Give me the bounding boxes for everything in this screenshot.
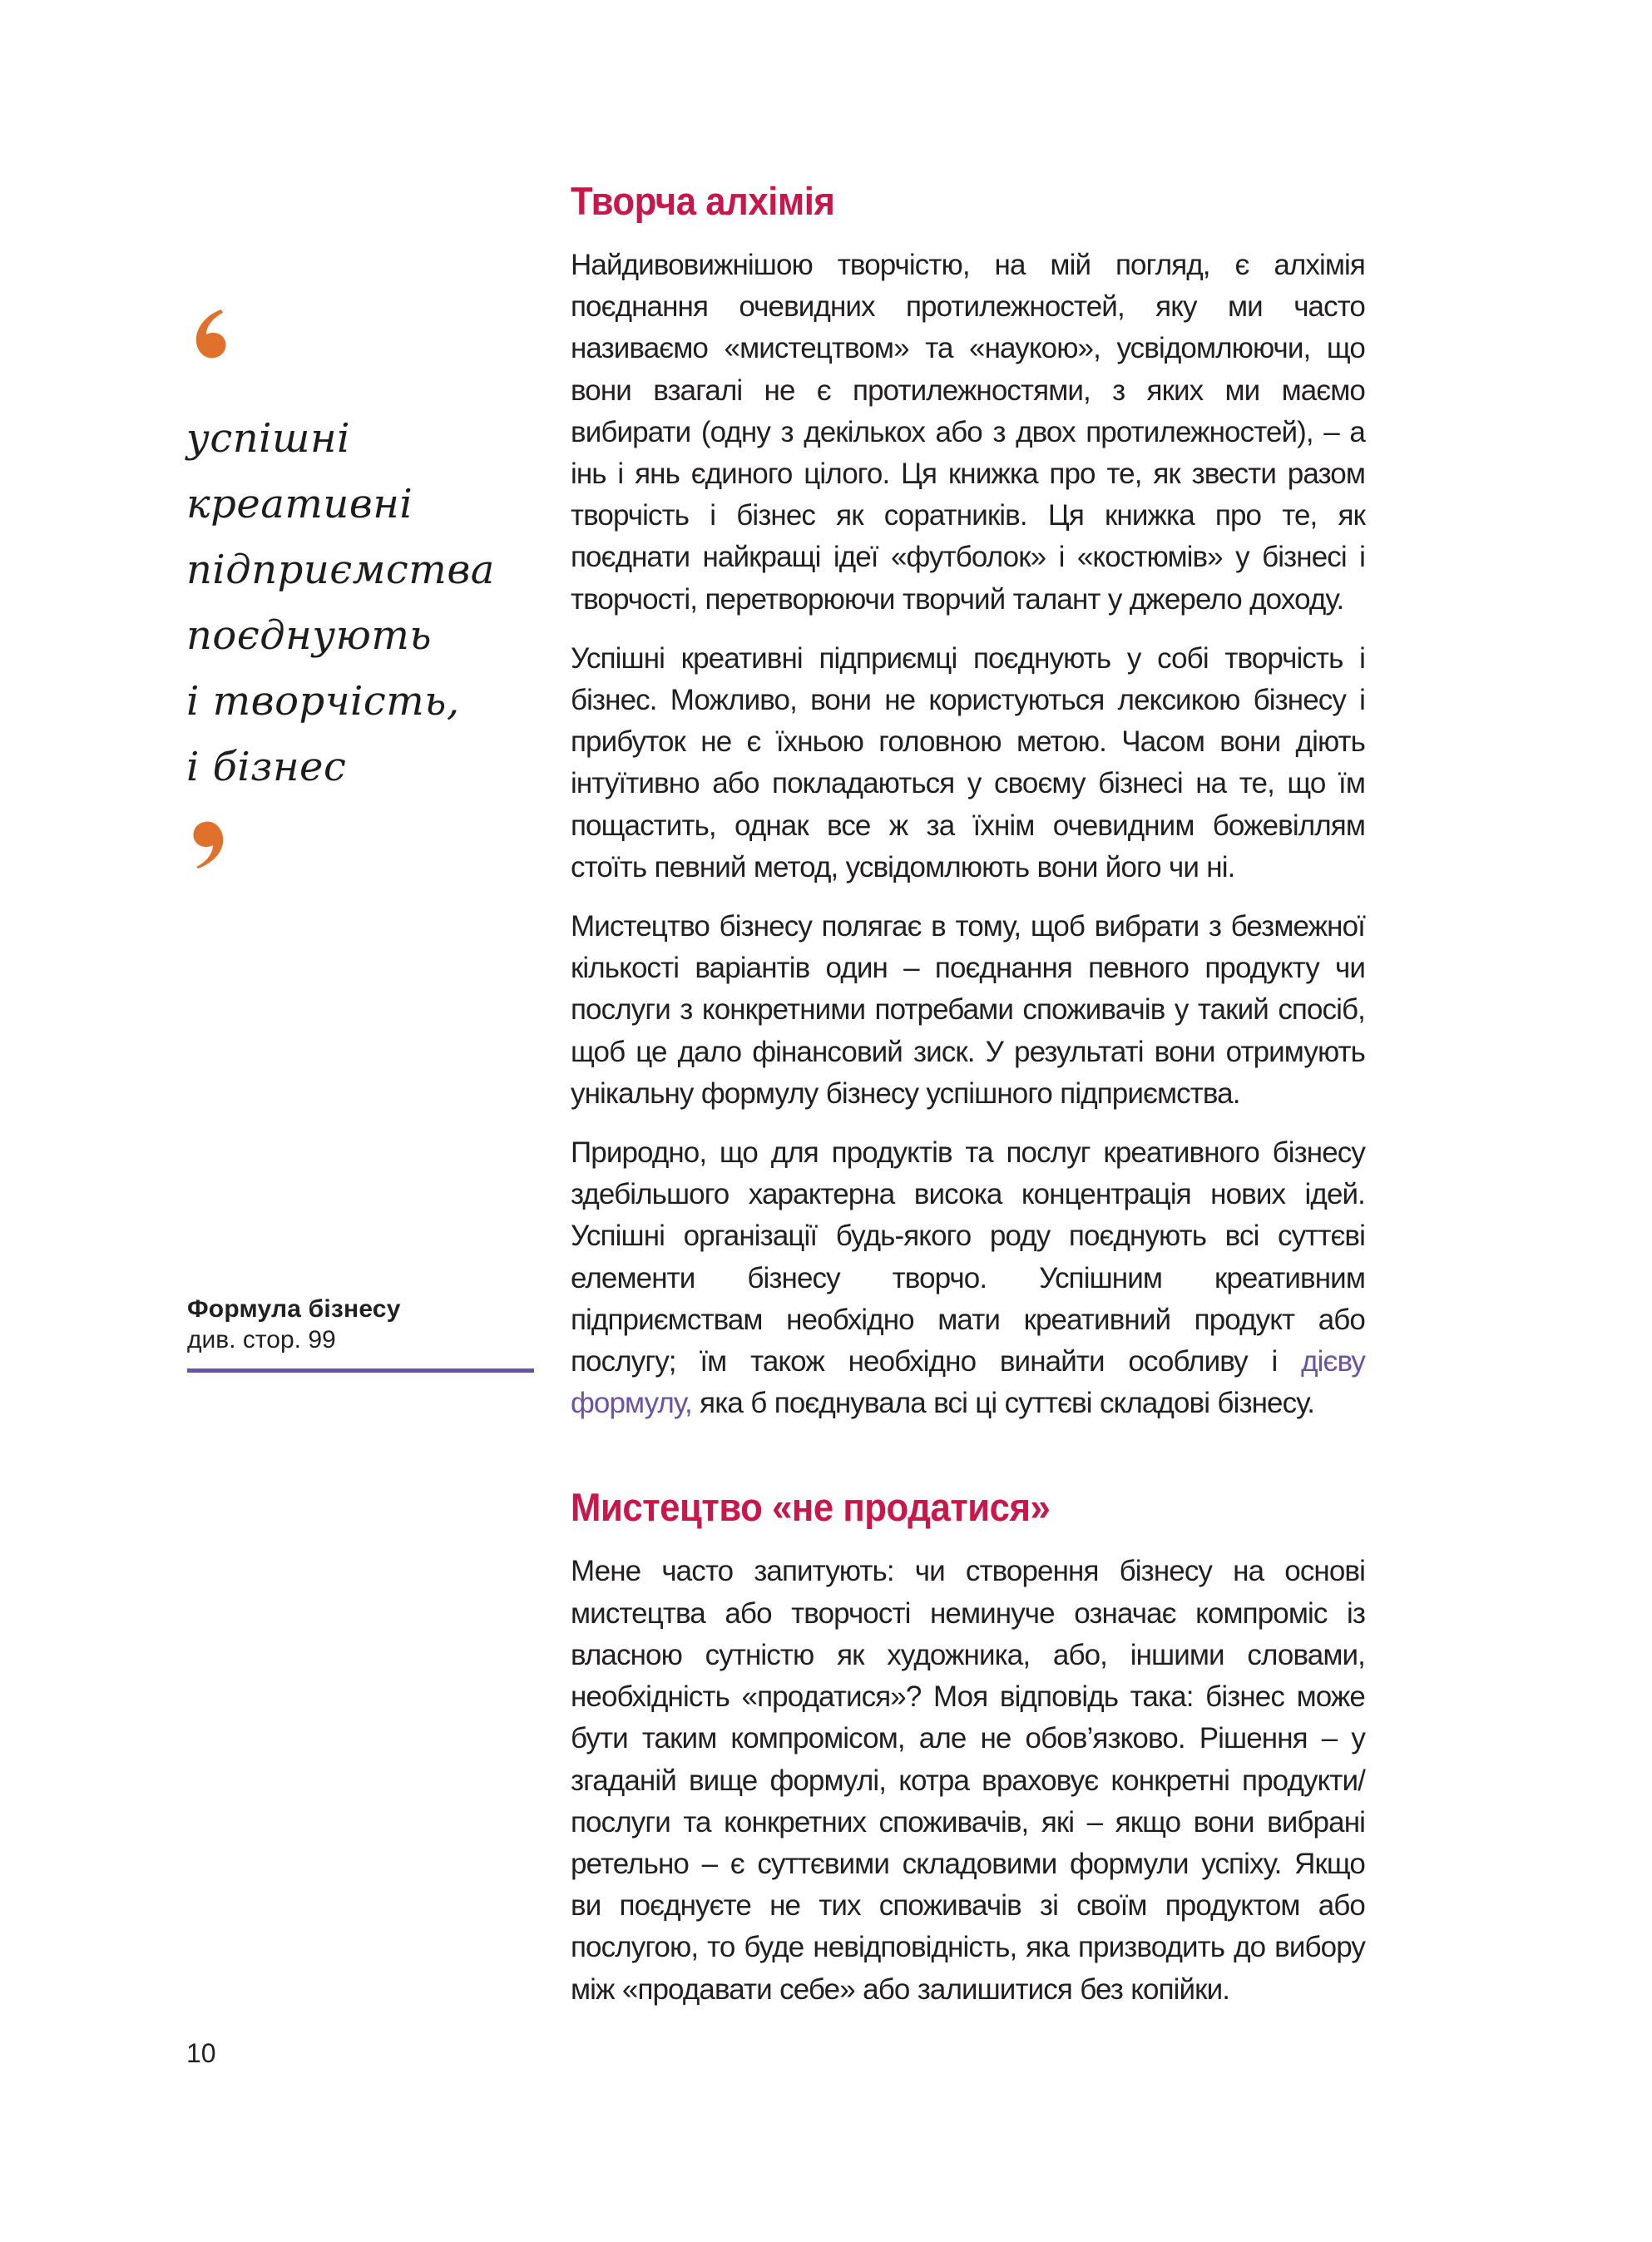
business-formula-link[interactable]: дієву формулу, bbox=[571, 1345, 1365, 1420]
pull-quote-line: і творчість, bbox=[186, 678, 460, 725]
pull-quote-text bbox=[186, 406, 534, 800]
paragraph-text: яка б поєднувала всі ці суттєві складові бізнесу. bbox=[691, 1387, 1315, 1420]
main-content bbox=[571, 176, 1365, 2028]
cross-reference-divider bbox=[187, 1368, 534, 1373]
pull-quote-line: поєднують bbox=[186, 612, 432, 659]
paragraph: Мистецтво бізнесу полягає в тому, щоб вибрати з безмежної кількості варіантів один – поєднання певного продукту чи послуги з конкретними потребами споживачів у такий спосіб, щоб це дало фінансовий зиск. У результаті вони отримують унікальну формулу бізнесу успішного підприємства. bbox=[571, 910, 1365, 1110]
pull-quote-line: успішні bbox=[186, 415, 350, 462]
section-not-selling-out bbox=[571, 1482, 1365, 2010]
cross-reference[interactable] bbox=[187, 1294, 537, 1373]
pull-quote-line: і бізнес bbox=[186, 744, 347, 790]
paragraph-text: Природно, що для продуктів та послуг креативного бізнесу здебільшого характерна висока концентрація нових ідей. Успішні організації будь-якого роду поєднують всі суттєві елементи бізнесу творчо. Успішним креативним підприємствам необхідно мати креативний продукт або послугу; їм також необхідно винайти особливу і bbox=[571, 1136, 1365, 1378]
cross-reference-page: див. стор. 99 bbox=[187, 1326, 336, 1354]
pull-quote-line: креативні bbox=[186, 481, 413, 527]
paragraph: Найдивовижнішою творчістю, на мій погляд, є алхімія поєднання очевидних протилежностей, яку ми часто називаємо «мистецтвом» та «наукою», усвідомлюючи, що вони взагалі не є протилежностями, з яких ми маємо вибирати (одну з декількох або з двох протилежностей), – а інь і янь єдиного цілого. Ця книжка про те, як звести разом творчість і бізнес як соратників. Ця книжка про те, як поєднати найкращі ідеї «футболок» і «костюмів» у бізнесі і творчості, перетворюючи творчий талант у джерело доходу. bbox=[571, 249, 1365, 616]
section-heading: Творча алхімія bbox=[571, 179, 835, 223]
opening-quote-mark-icon bbox=[188, 291, 238, 366]
paragraph: Мене часто запитують: чи створення бізнесу на основі мистецтва або творчості неминуче означає компроміс із власною сутністю як художника, або, іншими словами, необхідність «продатися»? Моя відповідь така: бізнес може бути таким компромісом, але не обов’язково. Рішення – у згаданій вище формулі, котра враховує конкретні продукти/послуги та конкретних споживачів, які – якщо вони вибрані ретельно – є суттєвими складовими формули успіху. Якщо ви поєднуєте не тих споживачів зі своїм продуктом або послугою, то буде невідповідність, яка призводить до вибору між «продавати себе» або залишитися без копійки. bbox=[571, 1555, 1365, 2006]
closing-quote-mark-icon bbox=[185, 820, 235, 895]
cross-reference-title: Формула бізнесу bbox=[187, 1295, 401, 1323]
paragraph bbox=[571, 1132, 1365, 1424]
section-creative-alchemy bbox=[571, 176, 1365, 1424]
pull-quote bbox=[185, 291, 534, 895]
section-heading: Мистецтво «не продатися» bbox=[571, 1485, 1051, 1530]
paragraph: Успішні креативні підприємці поєднують у собі творчість і бізнес. Можливо, вони не користуються лексикою бізнесу і прибуток не є їхньою головною метою. Часом вони діють інтуїтивно або покладаються у своєму бізнесі на те, що їм пощастить, однак все ж за їхнім очевидним божевіллям стоїть певний метод, усвідомлюють вони його чи ні. bbox=[571, 641, 1365, 883]
page-number: 10 bbox=[186, 2038, 216, 2068]
pull-quote-line: підприємства bbox=[186, 547, 495, 593]
